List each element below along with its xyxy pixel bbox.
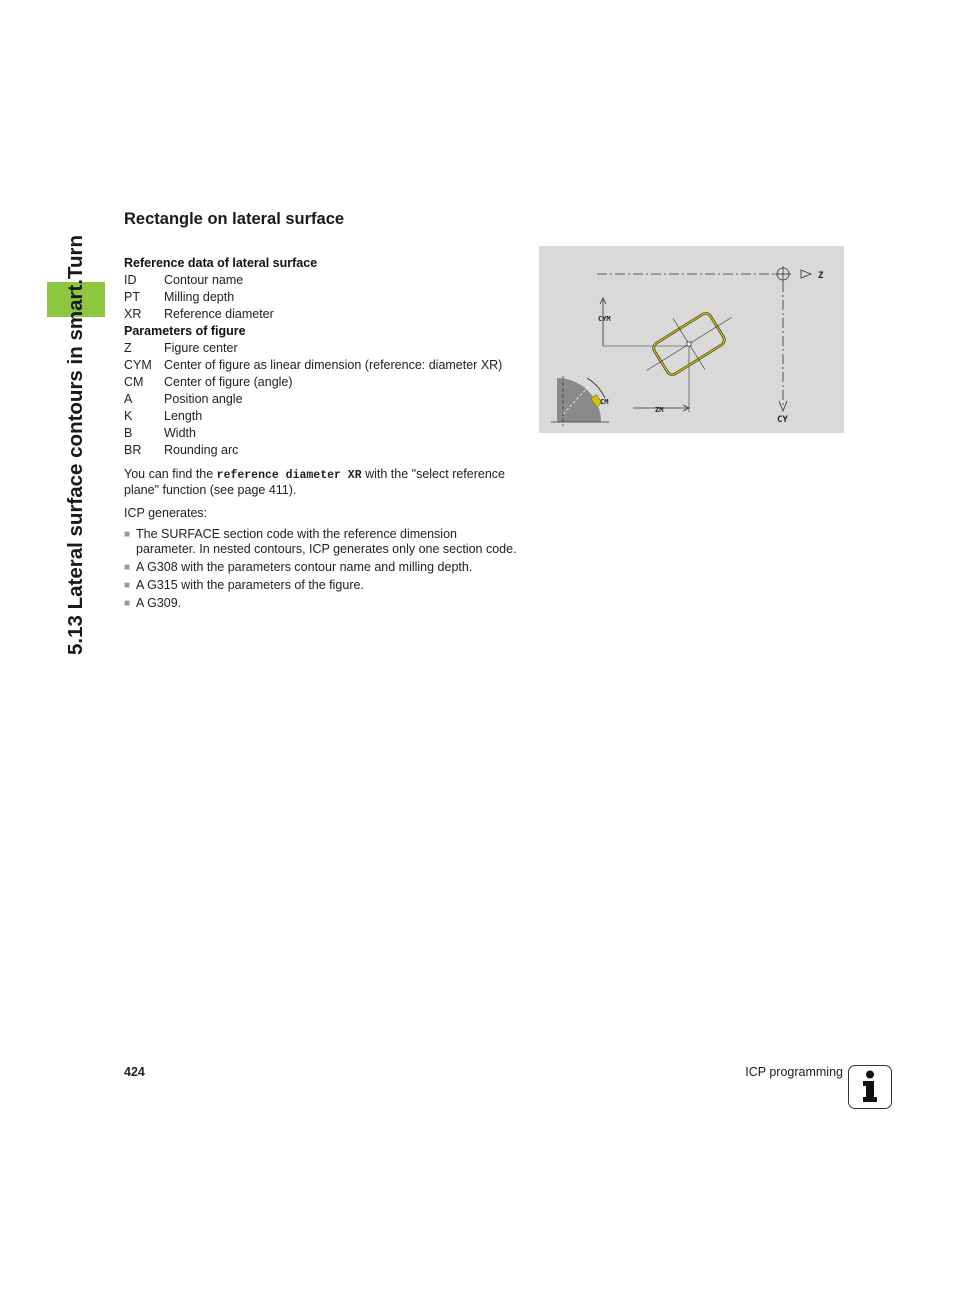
param-code: Z xyxy=(124,341,132,355)
param-row xyxy=(124,391,519,408)
note-text-before: You can find the xyxy=(124,467,217,481)
param-code: PT xyxy=(124,290,140,304)
param-row xyxy=(124,306,519,323)
z-arrow-icon xyxy=(801,270,811,278)
page-number: 424 xyxy=(124,1065,145,1079)
label-cm: CM xyxy=(600,398,609,406)
param-code: K xyxy=(124,409,133,423)
chapter-side-title: 5.13 Lateral surface contours in smart.Turn xyxy=(64,235,87,655)
generates-intro: ICP generates: xyxy=(124,506,208,520)
label-cym: CYM xyxy=(598,315,611,323)
list-item: ■ The SURFACE section code with the reference dimension parameter. In nested contours, ICP generates only one section code. xyxy=(124,527,517,556)
param-code: B xyxy=(124,426,133,440)
param-row xyxy=(124,374,519,391)
param-desc: Reference diameter xyxy=(164,307,274,321)
param-code: BR xyxy=(124,443,142,457)
generates-list xyxy=(124,527,519,611)
param-desc: Length xyxy=(164,409,203,423)
square-bullet-icon: ■ xyxy=(124,529,131,540)
param-row xyxy=(124,442,519,459)
note-text-after: with the "select reference plane" function (see page 411). xyxy=(124,467,506,497)
param-row xyxy=(124,272,519,289)
param-row xyxy=(124,289,519,306)
list-item: ■ A G309. xyxy=(124,596,182,610)
body-content xyxy=(124,255,519,614)
square-bullet-icon: ■ xyxy=(124,562,131,573)
param-desc: Width xyxy=(164,426,196,440)
param-desc: Milling depth xyxy=(164,290,235,304)
param-row xyxy=(124,357,519,374)
param-code: CM xyxy=(124,375,144,389)
param-desc: Rounding arc xyxy=(164,443,239,457)
param-row xyxy=(124,408,519,425)
param-code: A xyxy=(124,392,133,406)
param-desc: Figure center xyxy=(164,341,238,355)
square-bullet-icon: ■ xyxy=(124,580,131,591)
list-item: ■ A G308 with the parameters contour name and milling depth. xyxy=(124,560,473,574)
section-title: Rectangle on lateral surface xyxy=(124,210,345,228)
info-icon xyxy=(848,1065,892,1109)
param-code: ID xyxy=(124,273,137,287)
list-item: ■ A G315 with the parameters of the figure. xyxy=(124,578,364,592)
param-code: XR xyxy=(124,307,142,321)
param-desc: Center of figure (angle) xyxy=(164,375,293,389)
square-bullet-icon: ■ xyxy=(124,598,131,609)
rectangle-figure-diagram xyxy=(539,246,844,433)
reference-note xyxy=(124,467,519,498)
label-zm: ZM xyxy=(655,406,664,414)
chapter-name: ICP programming xyxy=(745,1065,843,1079)
param-row xyxy=(124,425,519,442)
label-z: Z xyxy=(818,271,824,281)
param-desc: Center of figure as linear dimension (reference: diameter XR) xyxy=(164,358,503,372)
param-code: CYM xyxy=(124,358,152,372)
note-code: reference diameter XR xyxy=(216,469,362,482)
figure-params-heading: Parameters of figure xyxy=(124,324,246,338)
reference-data-heading: Reference data of lateral surface xyxy=(124,256,318,270)
label-cy: CY xyxy=(777,415,788,425)
param-row xyxy=(124,340,519,357)
param-desc: Position angle xyxy=(164,392,243,406)
param-desc: Contour name xyxy=(164,273,244,287)
